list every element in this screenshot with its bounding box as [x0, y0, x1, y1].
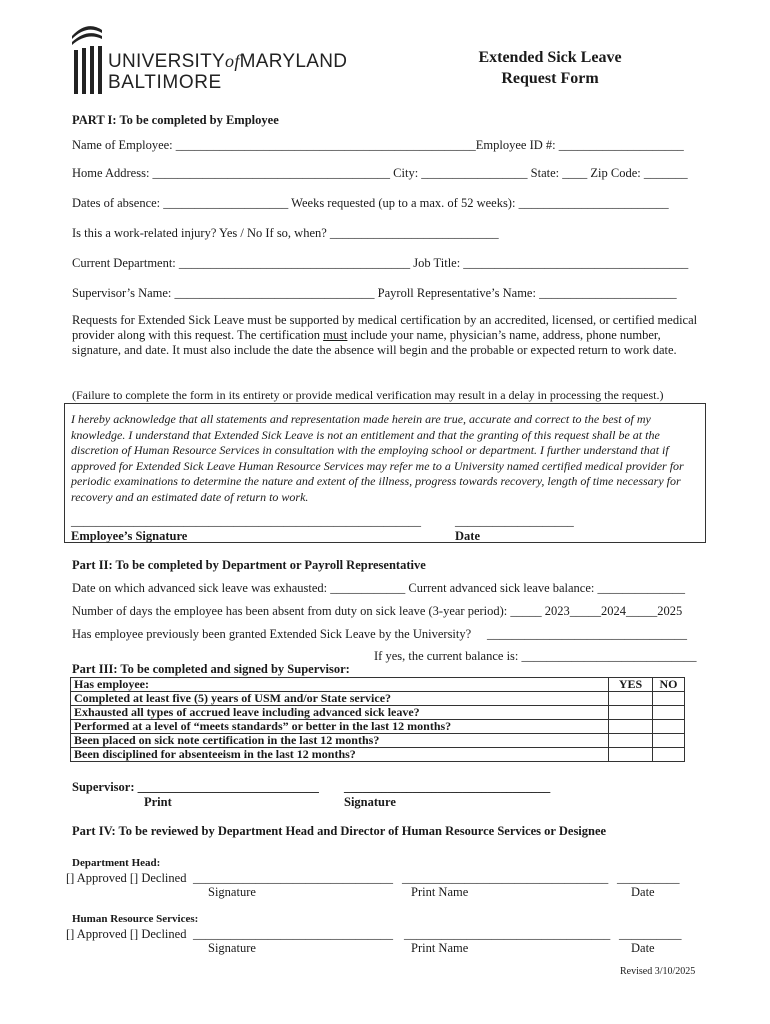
home-address-field[interactable]: Home Address: ______________________________________ City: _________________ State: ____ Zip Code: _______	[72, 166, 688, 180]
question-text: Been disciplined for absenteeism in the last 12 months?	[71, 748, 609, 762]
no-column-header: NO	[653, 678, 685, 692]
no-checkbox[interactable]	[653, 734, 685, 748]
dept-head-signature-line[interactable]: ________________________________	[193, 871, 393, 885]
yes-checkbox[interactable]	[609, 748, 653, 762]
print-label: Print	[144, 795, 172, 809]
signature-label: Signature	[344, 795, 396, 809]
hr-print-line[interactable]: _________________________________	[404, 927, 611, 941]
employee-date-line[interactable]: ___________________	[455, 514, 574, 528]
supervisor-print-line[interactable]: Supervisor: _____________________________	[72, 780, 319, 794]
employee-name-field[interactable]: Name of Employee: ________________________________________________Employee ID #: ____________________	[72, 138, 684, 152]
failure-note: (Failure to complete the form in its entirety or provide medical verification may result in a delay in processing the request.)	[72, 388, 664, 402]
hr-signature-line[interactable]: ________________________________	[193, 927, 393, 941]
supervisor-signature-line[interactable]: _________________________________	[344, 780, 551, 794]
question-text: Been placed on sick note certification in the last 12 months?	[71, 734, 609, 748]
exhausted-date-field[interactable]: Date on which advanced sick leave was exhausted: ____________ Current advanced sick leave balance: ______________	[72, 581, 686, 595]
dept-head-print-line[interactable]: _________________________________	[402, 871, 609, 885]
has-employee-header: Has employee:	[71, 678, 609, 692]
days-absent-field[interactable]: Number of days the employee has been absent from duty on sick leave (3-year period): _____ 2023_____2024_____2025	[72, 604, 683, 618]
current-balance-field[interactable]: If yes, the current balance is: ____________________________	[374, 649, 697, 663]
supervisor-checklist-table	[70, 677, 685, 762]
part2-heading: Part II: To be completed by Department or Payroll Representative	[72, 558, 426, 572]
part3-heading: Part III: To be completed and signed by Supervisor:	[72, 662, 350, 676]
table-row	[71, 720, 685, 734]
logo-wordmark-line2: BALTIMORE	[108, 72, 222, 93]
hr-date-label: Date	[631, 941, 655, 955]
acknowledgement-box	[64, 403, 706, 543]
table-header-row	[71, 678, 685, 692]
previously-granted-label: Has employee previously been granted Extended Sick Leave by the University?	[72, 627, 472, 641]
supervisor-name-field[interactable]: Supervisor’s Name: ________________________________ Payroll Representative’s Name: ______________________	[72, 286, 677, 300]
yes-checkbox[interactable]	[609, 720, 653, 734]
hr-label: Human Resource Services:	[72, 913, 199, 925]
hr-date-line[interactable]: __________	[619, 927, 682, 941]
dept-head-print-label: Print Name	[411, 885, 469, 899]
dept-head-signature-label: Signature	[208, 885, 256, 899]
previously-granted-line[interactable]: ________________________________	[487, 627, 687, 641]
no-checkbox[interactable]	[653, 706, 685, 720]
no-checkbox[interactable]	[653, 692, 685, 706]
yes-checkbox[interactable]	[609, 692, 653, 706]
question-text: Performed at a level of “meets standards” or better in the last 12 months?	[71, 720, 609, 734]
table-row	[71, 734, 685, 748]
yes-checkbox[interactable]	[609, 706, 653, 720]
yes-column-header: YES	[609, 678, 653, 692]
no-checkbox[interactable]	[653, 720, 685, 734]
logo-wordmark: UNIVERSITYofMARYLAND	[108, 51, 348, 72]
no-checkbox[interactable]	[653, 748, 685, 762]
employee-signature-line[interactable]: ________________________________________________________	[71, 514, 421, 528]
table-row	[71, 748, 685, 762]
form-title: Extended Sick Leave	[478, 49, 622, 66]
dates-absence-field[interactable]: Dates of absence: ____________________ Weeks requested (up to a max. of 52 weeks): ________________________	[72, 196, 669, 210]
part4-heading: Part IV: To be reviewed by Department Head and Director of Human Resource Services or Designee	[72, 824, 607, 838]
certification-paragraph: Requests for Extended Sick Leave must be supported by medical certification by an accredited, licensed, or certified medical provider along with this request. The certification must include your name, physician’s name, address, phone number, signature, and date. It must also include the date the absence will begin and the probable or expected return to work date.	[72, 313, 698, 357]
yes-checkbox[interactable]	[609, 734, 653, 748]
part1-heading: PART I: To be completed by Employee	[72, 113, 279, 127]
table-row	[71, 692, 685, 706]
employee-date-label: Date	[455, 529, 480, 543]
current-department-field[interactable]: Current Department: _____________________________________ Job Title: ____________________________________	[72, 256, 689, 270]
question-text: Completed at least five (5) years of USM and/or State service?	[71, 692, 609, 706]
hr-approval-options[interactable]: [] Approved [] Declined	[66, 927, 187, 941]
table-row	[71, 706, 685, 720]
dept-head-date-line[interactable]: __________	[617, 871, 680, 885]
question-text: Exhausted all types of accrued leave including advanced sick leave?	[71, 706, 609, 720]
acknowledgement-text: I hereby acknowledge that all statements and representation made herein are true, accurate and correct to the best of my knowledge. I understand that Extended Sick Leave is not an entitlement and that the granting of this request shall be at the discretion of Human Resource Services in consultation with the employing school or department. I further understand that if approved for Extended Sick Leave Human Resource Services may refer me to a University named certified medical provider for periodic examinations to determine the nature and extent of the illness, progress towards recovery, length of time necessary for recovery and an estimated date of return to work.	[71, 412, 684, 504]
revised-date: Revised 3/10/2025	[620, 966, 696, 977]
hr-print-label: Print Name	[411, 941, 469, 955]
dept-head-date-label: Date	[631, 885, 655, 899]
dept-head-label: Department Head:	[72, 857, 161, 869]
employee-signature-label: Employee’s Signature	[71, 529, 188, 543]
work-injury-field[interactable]: Is this a work-related injury? Yes / No If so, when? ___________________________	[72, 226, 499, 240]
form-subtitle: Request Form	[501, 70, 599, 87]
dept-head-approval-options[interactable]: [] Approved [] Declined	[66, 871, 187, 885]
hr-signature-label: Signature	[208, 941, 256, 955]
university-logo-mark	[70, 22, 104, 96]
